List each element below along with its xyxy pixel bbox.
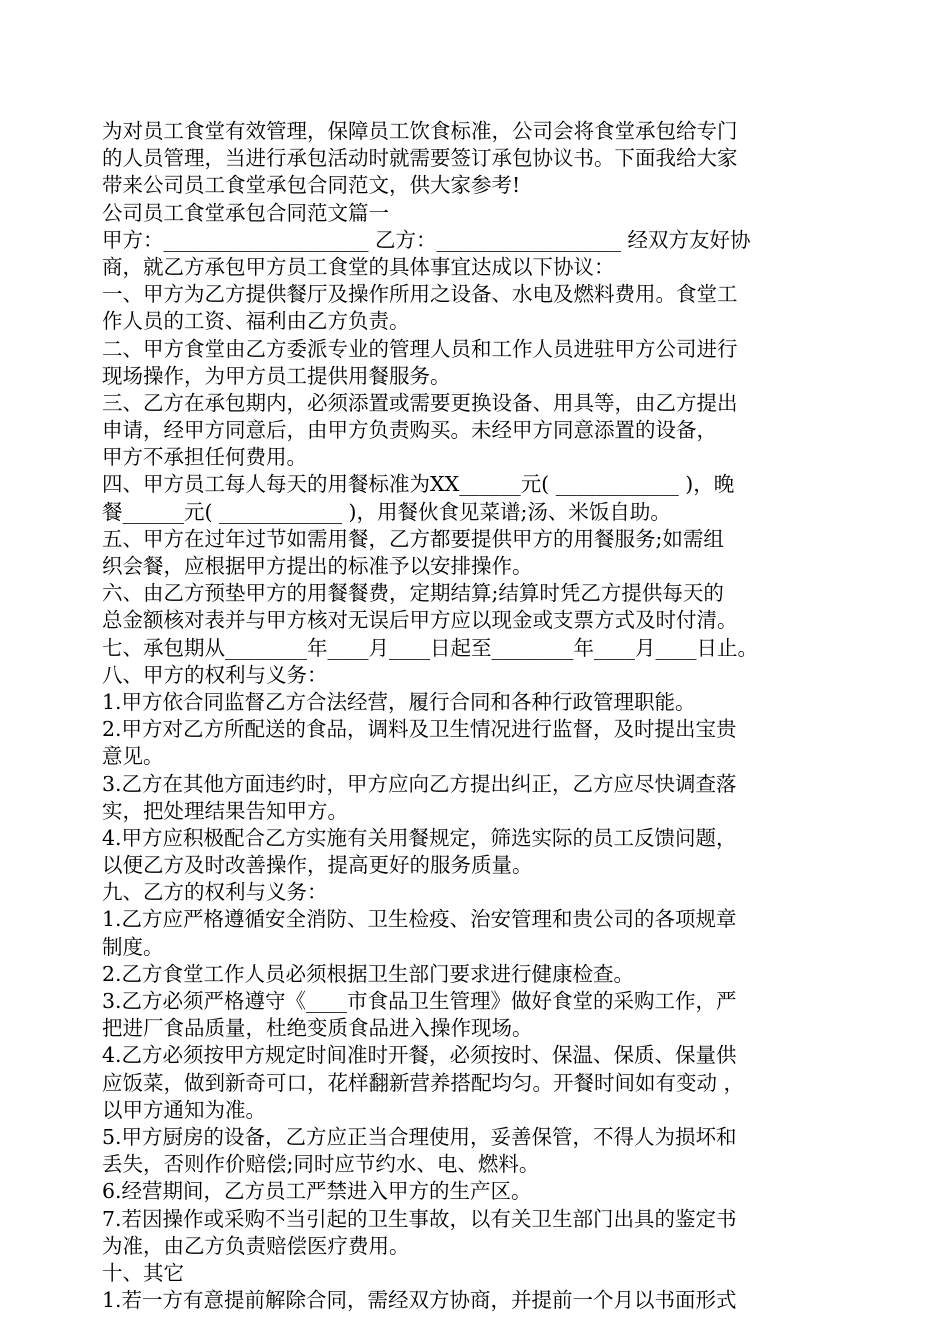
- section-8-item-4-line-2: 以便乙方及时改善操作，提高更好的服务质量。: [102, 853, 533, 878]
- section-8-item-2-line-2: 意见。: [102, 744, 164, 769]
- intro-line-1: 为对员工食堂有效管理，保障员工饮食标准，公司会将食堂承包给专门: [102, 119, 738, 143]
- section-9-item-5-line-1: 5.甲方厨房的设备，乙方应正当合理使用，妥善保管，不得人为损坏和: [102, 1124, 737, 1149]
- clause-4-line-2: 餐______元( ____________ )，用餐伙食见菜谱;汤、米饭自助。: [102, 499, 671, 524]
- section-9-item-3-line-1: 3.乙方必须严格遵守《____市食品卫生管理》做好食堂的采购工作，严: [102, 989, 737, 1013]
- section-8-item-4-line-1: 4.甲方应积极配合乙方实施有关用餐规定，筛选实际的员工反馈问题，: [102, 825, 737, 850]
- section-8-item-3-line-2: 实，把处理结果告知甲方。: [102, 798, 348, 823]
- document-title: 公司员工食堂承包合同范文篇一: [102, 200, 389, 225]
- section-9-item-7-line-1: 7.若因操作或采购不当引起的卫生事故，以有关卫生部门出具的鉴定书: [102, 1206, 737, 1231]
- clause-3-line-2: 申请，经甲方同意后，由甲方负责购买。未经甲方同意添置的设备，: [102, 418, 717, 443]
- section-9-item-1-line-2: 制度。: [102, 934, 164, 959]
- parties-line-2: 商，就乙方承包甲方员工食堂的具体事宜达成以下协议：: [102, 254, 615, 279]
- section-9-item-5-line-2: 丢失，否则作价赔偿;同时应节约水、电、燃料。: [102, 1152, 540, 1177]
- section-8-heading: 八、甲方的权利与义务：: [102, 662, 328, 687]
- clause-3-line-1: 三、乙方在承包期内，必须添置或需要更换设备、用具等，由乙方提出: [102, 390, 738, 415]
- section-9-item-4-line-1: 4.乙方必须按甲方规定时间准时开餐，必须按时、保温、保质、保量供: [102, 1043, 737, 1068]
- intro-line-3: 带来公司员工食堂承包合同范文，供大家参考!: [102, 173, 521, 198]
- section-9-item-1-line-1: 1.乙方应严格遵循安全消防、卫生检疫、治安管理和贵公司的各项规章: [102, 907, 737, 932]
- clause-2-line-1: 二、甲方食堂由乙方委派专业的管理人员和工作人员进驻甲方公司进行: [102, 336, 738, 361]
- section-10-item-1-line-1: 1.若一方有意提前解除合同，需经双方协商，并提前一个月以书面形式: [102, 1288, 737, 1313]
- section-8-item-1: 1.甲方依合同监督乙方合法经营，履行合同和各种行政管理职能。: [102, 689, 696, 714]
- section-9-item-4-line-2: 应饭菜，做到新奇可口，花样翻新营养搭配均匀。开餐时间如有变动 ，: [102, 1070, 745, 1095]
- section-9-item-3-line-2: 把进厂食品质量，杜绝变质食品进入操作现场。: [102, 1016, 533, 1041]
- clause-2-line-2: 现场操作，为甲方员工提供用餐服务。: [102, 363, 451, 388]
- clause-1-line-2: 作人员的工资、福利由乙方负责。: [102, 309, 410, 334]
- section-9-item-7-line-2: 为准，由乙方负责赔偿医疗费用。: [102, 1233, 410, 1258]
- clause-6-line-1: 六、由乙方预垫甲方的用餐餐费，定期结算;结算时凭乙方提供每天的: [102, 581, 724, 606]
- section-9-item-2: 2.乙方食堂工作人员必须根据卫生部门要求进行健康检查。: [102, 961, 635, 986]
- parties-line: 甲方：____________________ 乙方：__________________ 经双方友好协: [102, 227, 751, 252]
- clause-3-line-3: 甲方不承担任何费用。: [102, 445, 307, 470]
- clause-5-line-1: 五、甲方在过年过节如需用餐，乙方都要提供甲方的用餐服务;如需组: [102, 526, 724, 551]
- section-9-heading: 九、乙方的权利与义务：: [102, 880, 328, 905]
- section-10-heading: 十、其它: [102, 1260, 184, 1285]
- section-9-item-6: 6.经营期间，乙方员工严禁进入甲方的生产区。: [102, 1179, 532, 1204]
- clause-5-line-2: 织会餐，应根据甲方提出的标准予以安排操作。: [102, 554, 533, 578]
- clause-4-line-1: 四、甲方员工每人每天的用餐标准为XX______元( ____________ )，晚: [102, 472, 735, 497]
- section-8-item-2-line-1: 2.甲方对乙方所配送的食品，调料及卫生情况进行监督，及时提出宝贵: [102, 717, 737, 742]
- section-8-item-3-line-1: 3.乙方在其他方面违约时，甲方应向乙方提出纠正，乙方应尽快调查落: [102, 771, 737, 796]
- clause-7-line-1: 七、承包期从________年____月____日起至________年____月____日止。: [102, 635, 758, 660]
- intro-line-2: 的人员管理，当进行承包活动时就需要签订承包协议书。下面我给大家: [102, 146, 738, 171]
- section-9-item-4-line-3: 以甲方通知为准。: [102, 1097, 266, 1122]
- clause-1-line-1: 一、甲方为乙方提供餐厅及操作所用之设备、水电及燃料费用。食堂工: [102, 282, 738, 307]
- clause-6-line-2: 总金额核对表并与甲方核对无误后甲方应以现金或支票方式及时付清。: [102, 608, 738, 633]
- document-page: [102, 118, 862, 1314]
